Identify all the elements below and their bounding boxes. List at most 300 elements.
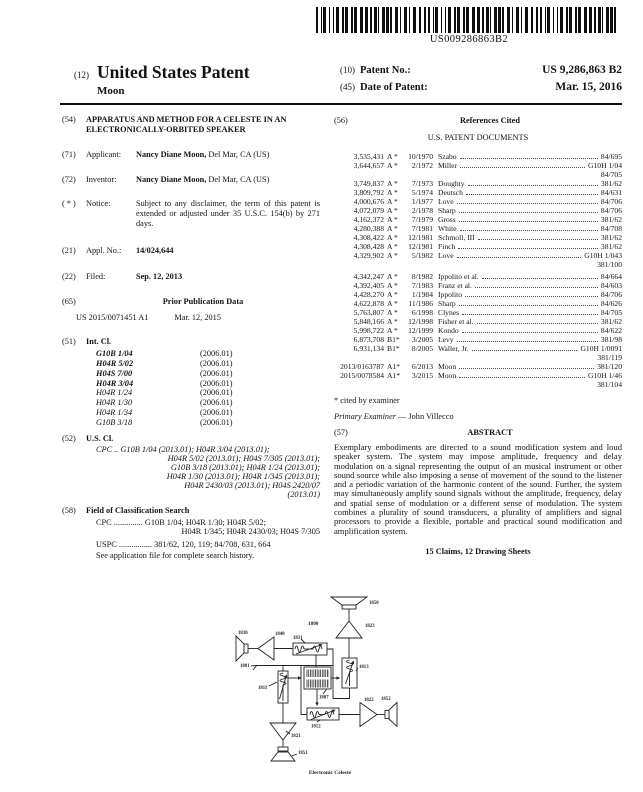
ref-number: 4,622,878 <box>353 299 384 309</box>
prior-publication-line <box>76 313 320 323</box>
ref-name: Ippolito et al. <box>438 272 479 282</box>
ref-row <box>334 215 622 224</box>
filed-line <box>86 272 320 282</box>
cpc-line: G10B 3/18 (2013.01); H04R 1/24 (2013.01); <box>170 463 320 473</box>
ref-class: 84/664 <box>600 272 622 282</box>
appl-no-value: 14/024,644 <box>136 246 174 256</box>
ref-dotted-leader <box>478 238 598 240</box>
ref-date: 12/1981 <box>408 233 433 243</box>
publication-date: Mar. 12, 2015 <box>174 312 221 322</box>
ref-date: 2/1972 <box>411 161 433 171</box>
ref-date: 1/1977 <box>411 197 433 207</box>
inid-code-22: (22) <box>62 271 76 281</box>
cpc-block <box>96 445 320 499</box>
applicant-rest: Del Mar, CA (US) <box>206 150 270 160</box>
ref-kind: A * <box>387 215 398 225</box>
ref-row <box>334 170 622 179</box>
intcl-year: (2006.01) <box>200 398 233 408</box>
ref-name: Gross <box>438 215 456 225</box>
inid-code-51: (51) <box>62 336 76 346</box>
ref-numeral-1840: 1840 <box>275 632 285 637</box>
ref-row <box>334 206 622 215</box>
ref-numeral-1851: 1851 <box>298 751 308 756</box>
barcode <box>316 7 622 47</box>
ref-kind: A * <box>387 233 398 243</box>
filed-label: Filed: <box>86 271 106 281</box>
inventor-name: Nancy Diane Moon, <box>136 174 207 184</box>
right-column <box>334 112 622 557</box>
ref-row <box>334 281 622 290</box>
ref-numeral-1852: 1852 <box>381 697 391 702</box>
ref-class-continuation: 381/100 <box>597 260 622 270</box>
field-cpc-line: CPC .............. G10B 1/04; H04R 1/30; H04R 5/02; <box>96 517 266 527</box>
abstract-section <box>334 428 622 438</box>
inid-code-71: (71) <box>62 150 76 160</box>
ref-date: 6/1998 <box>411 308 433 318</box>
ref-number: 2015/0078584 <box>340 371 384 381</box>
ref-class-continuation: 381/119 <box>597 353 622 363</box>
ref-name: Doughty <box>438 179 465 189</box>
inid-code-65: (65) <box>62 297 76 307</box>
barcode-bar <box>614 7 616 33</box>
ref-number: 4,428,270 <box>353 290 384 300</box>
intcl-class: H04R 3/04 <box>96 378 134 388</box>
patent-number-row <box>340 64 622 76</box>
cited-by-examiner-note: * cited by examiner <box>334 396 400 406</box>
ref-kind: A * <box>387 206 398 216</box>
ref-number: 4,392,405 <box>353 281 384 291</box>
field-of-search-section <box>62 506 320 516</box>
ref-kind: A * <box>387 161 398 171</box>
ref-number: 2013/0163787 <box>340 362 384 372</box>
cpc-line: CPC .. G10B 1/04 (2013.01); H04R 3/04 (2013.01); <box>96 445 270 455</box>
ref-date: 10/1970 <box>408 152 433 162</box>
inventor-label: Inventor: <box>86 174 117 184</box>
ref-dotted-leader <box>457 202 598 204</box>
ref-kind: A * <box>387 152 398 162</box>
ref-dotted-leader <box>457 340 598 342</box>
us-cl-heading: U.S. Cl. <box>86 433 114 443</box>
inid-code-45: (45) <box>340 82 355 92</box>
intcl-row <box>96 369 320 379</box>
ref-name: Schmoll, III <box>438 233 475 243</box>
ref-dotted-leader <box>459 220 598 222</box>
ref-dotted-leader <box>482 277 598 279</box>
speaker-icon-1830 <box>236 636 248 661</box>
notice-section <box>62 199 320 228</box>
cpc-line: (2013.01) <box>287 490 320 500</box>
patent-no-label: Patent No.: <box>360 65 411 76</box>
ref-row <box>334 344 622 353</box>
ref-class: 84/706 <box>600 197 622 207</box>
primary-examiner-line <box>334 412 622 422</box>
ref-kind: B1* <box>387 335 400 345</box>
ref-row <box>334 317 622 326</box>
ref-numeral-1800: 1800 <box>308 621 319 627</box>
ref-kind: A * <box>387 326 398 336</box>
ref-class-continuation: 84/705 <box>600 170 622 180</box>
ref-dotted-leader <box>459 367 594 369</box>
ref-dotted-leader <box>460 166 585 168</box>
ref-number: 4,000,676 <box>353 197 384 207</box>
application-number-section <box>62 246 320 256</box>
ref-class: 84/706 <box>600 290 622 300</box>
ref-date: 7/1979 <box>411 215 433 225</box>
ref-name: Love <box>438 197 454 207</box>
ref-date: 12/1999 <box>408 326 433 336</box>
leader-line <box>269 682 277 686</box>
invention-title: APPARATUS AND METHOD FOR A CELESTE IN AN ELECTRONICALLY-ORBITED SPEAKER <box>86 115 287 134</box>
primary-examiner-label: Primary Examiner <box>334 411 396 421</box>
ref-numeral-1822: 1822 <box>364 698 374 703</box>
figure-electronic-celeste <box>225 594 415 790</box>
amplifier-icon-1840 <box>258 637 274 660</box>
ref-date: 5/1974 <box>411 188 433 198</box>
ref-number: 6,931,134 <box>353 344 384 354</box>
field-cpc-line: H04R 1/345; H04R 2430/03; H04S 7/305 <box>181 526 320 536</box>
intcl-table <box>96 349 320 427</box>
applicant-name: Nancy Diane Moon, <box>136 150 207 160</box>
patent-no-value: US 9,286,863 B2 <box>542 64 622 76</box>
ref-dotted-leader <box>465 295 598 297</box>
notice-line <box>86 199 320 228</box>
uspc-line: USPC ................ 381/62, 120, 119; 84/708, 631, 664 <box>96 540 271 550</box>
ref-dotted-leader <box>462 331 598 333</box>
ref-name: Love <box>438 251 454 261</box>
ref-dotted-leader <box>459 211 598 213</box>
ref-kind: A * <box>387 242 398 252</box>
ref-number: 5,848,166 <box>353 317 384 327</box>
ref-class: 84/708 <box>600 224 622 234</box>
ref-kind: A * <box>387 197 398 207</box>
notice-label: Notice: <box>86 199 111 209</box>
search-history-note: See application file for complete search history. <box>96 551 255 561</box>
filed-section <box>62 272 320 282</box>
figure-caption: Electronic Celeste <box>308 770 352 776</box>
intcl-class: H04R 1/24 <box>96 388 133 398</box>
ref-row <box>334 233 622 242</box>
ref-kind: A * <box>387 308 398 318</box>
us-patent-documents-heading: U.S. PATENT DOCUMENTS <box>427 132 529 142</box>
prior-publication-section <box>62 297 320 307</box>
ref-name: Clynes <box>438 308 460 318</box>
intcl-row <box>96 398 320 408</box>
inventor-rest: Del Mar, CA (US) <box>206 174 270 184</box>
references-cited-section <box>334 116 622 126</box>
ref-class: 84/706 <box>600 206 622 216</box>
processor-box-1807 <box>304 667 331 689</box>
filed-date: Sep. 12, 2013 <box>136 271 183 281</box>
speaker-icon-1852 <box>385 703 397 727</box>
ref-class: 381/62 <box>600 179 622 189</box>
ref-number: 4,308,428 <box>353 242 384 252</box>
ref-numeral-1830: 1830 <box>238 631 248 636</box>
intcl-year: (2006.01) <box>200 417 233 427</box>
intcl-row <box>96 418 320 428</box>
ref-kind: A * <box>387 290 398 300</box>
applicant-label: Applicant: <box>86 150 122 160</box>
ref-kind: A * <box>387 299 398 309</box>
ref-number: 4,072,079 <box>353 206 384 216</box>
ref-class: 381/62 <box>600 242 622 252</box>
ref-class: 381/62 <box>600 233 622 243</box>
ref-numeral-1821: 1821 <box>291 734 301 739</box>
inventor-line <box>86 175 320 185</box>
field-of-search-heading: Field of Classification Search <box>86 506 190 516</box>
ref-dotted-leader <box>459 304 598 306</box>
ref-dotted-leader <box>475 286 598 288</box>
header-left <box>74 62 250 83</box>
ref-class: 84/695 <box>600 152 622 162</box>
ref-name: Fisher et al. <box>438 317 474 327</box>
abstract-heading: ABSTRACT <box>467 428 513 438</box>
inid-code-72: (72) <box>62 174 76 184</box>
ref-date: 2/1978 <box>411 206 433 216</box>
inid-code-54: (54) <box>62 115 76 124</box>
leader-line <box>251 666 256 667</box>
ref-row <box>334 188 622 197</box>
attenuator-box-1813 <box>342 658 357 688</box>
ref-number: 4,280,388 <box>353 224 384 234</box>
intcl-class: G10B 1/04 <box>96 349 133 359</box>
ref-date: 11/1986 <box>408 299 433 309</box>
ref-class: 84/603 <box>600 281 622 291</box>
ref-row <box>334 260 622 269</box>
ref-date: 8/1982 <box>411 272 433 282</box>
ref-row <box>334 362 622 371</box>
intcl-row <box>96 388 320 398</box>
ref-dotted-leader <box>466 193 598 195</box>
ref-name: Finch <box>438 242 456 252</box>
ref-kind: B1* <box>387 344 400 354</box>
inid-code-52: (52) <box>62 433 76 443</box>
ref-kind: A * <box>387 281 398 291</box>
ref-numeral-1823: 1823 <box>365 624 375 629</box>
ref-date: 6/2013 <box>411 362 433 372</box>
intcl-year: (2006.01) <box>200 407 233 417</box>
ref-numeral-1831: 1831 <box>293 636 303 641</box>
united-states-patent-heading: United States Patent <box>97 62 250 82</box>
cpc-line: H04R 5/02 (2013.01); H04S 7/305 (2013.01); <box>167 454 320 464</box>
attenuator-box-1811 <box>278 671 288 703</box>
inid-code-12: (12) <box>74 70 89 80</box>
ref-numeral-1801: 1801 <box>240 664 250 669</box>
intcl-year: (2006.01) <box>200 378 233 388</box>
claims-drawing-sheets-line: 15 Claims, 12 Drawing Sheets <box>425 546 531 556</box>
attenuator-box-1831 <box>293 643 327 655</box>
ref-row <box>334 272 622 281</box>
ref-date: 7/1973 <box>411 179 433 189</box>
leader-line <box>292 754 297 756</box>
ref-number: 3,809,792 <box>353 188 384 198</box>
applicant-line <box>86 150 320 160</box>
appl-no-label: Appl. No.: <box>86 246 122 256</box>
intcl-class: H04R 5/02 <box>96 358 134 368</box>
inid-code-56: (56) <box>334 116 348 125</box>
ref-numeral-1811: 1811 <box>258 686 268 691</box>
ref-dotted-leader <box>460 229 598 231</box>
ref-name: Moon <box>438 362 457 372</box>
ref-kind: A * <box>387 179 398 189</box>
intcl-class: H04R 1/30 <box>96 398 133 408</box>
ref-kind: A1* <box>387 371 401 381</box>
ref-name: Deutsch <box>438 188 463 198</box>
leader-line <box>323 690 327 695</box>
barcode-bars <box>316 7 622 33</box>
notice-text: Subject to any disclaimer, the term of this patent is extended or adjusted under 35 U.S.C. 154(b) by 271 days. <box>136 199 320 228</box>
prior-publication-heading: Prior Publication Data <box>162 297 244 307</box>
ref-kind: A * <box>387 188 398 198</box>
ref-row <box>334 326 622 335</box>
cpc-line: H04R 2430/03 (2013.01); H04S 2420/07 <box>184 481 320 491</box>
ref-row <box>334 308 622 317</box>
ref-number: 5,998,722 <box>353 326 384 336</box>
speaker-icon-1850 <box>331 597 367 609</box>
ref-numeral-1850: 1850 <box>369 601 379 606</box>
ref-kind: A * <box>387 317 398 327</box>
ref-class: 381/98 <box>600 335 622 345</box>
ref-name: Waller, Jr. <box>438 344 469 354</box>
intcl-row <box>96 349 320 359</box>
intcl-row <box>96 379 320 389</box>
field-cpc-block <box>96 518 320 536</box>
ref-class: 381/120 <box>597 362 622 372</box>
ref-name: Kondo <box>438 326 459 336</box>
ref-dotted-leader <box>472 349 578 351</box>
ref-row <box>334 197 622 206</box>
ref-numeral-1812: 1812 <box>311 724 321 730</box>
ref-name: Szabo <box>438 152 457 162</box>
publication-number: US 2015/0071451 A1 <box>76 312 149 322</box>
ref-kind: A1* <box>387 362 401 372</box>
application-number-line <box>86 246 320 256</box>
intcl-class: H04S 7/00 <box>96 368 133 378</box>
inid-code-star: ( * ) <box>62 199 76 209</box>
ref-date: 12/1981 <box>408 242 433 252</box>
attenuator-box-1812 <box>307 708 339 720</box>
ref-class: 84/705 <box>600 308 622 318</box>
references-cited-heading: References Cited <box>460 116 520 125</box>
circuit-diagram <box>225 594 415 790</box>
inid-code-58: (58) <box>62 506 76 516</box>
ref-kind: A * <box>387 272 398 282</box>
ref-row <box>334 152 622 161</box>
ref-dotted-leader <box>462 313 598 315</box>
intcl-year: (2006.01) <box>200 358 233 368</box>
date-of-patent-value: Mar. 15, 2016 <box>555 81 622 93</box>
ref-numeral-1807: 1807 <box>319 695 329 701</box>
ref-dotted-leader <box>457 256 582 258</box>
primary-examiner-name: — John Villecco <box>395 411 454 421</box>
ref-row <box>334 299 622 308</box>
ref-number: 3,749,837 <box>353 179 384 189</box>
int-cl-heading: Int. Cl. <box>86 336 112 346</box>
ref-number: 4,329,902 <box>353 251 384 261</box>
intcl-row <box>96 408 320 418</box>
ref-name: White <box>438 224 457 234</box>
cpc-line: H04R 1/30 (2013.01); H04R 1/345 (2013.01); <box>166 472 320 482</box>
ref-row <box>334 161 622 170</box>
ref-name: Levy <box>438 335 454 345</box>
speaker-icon-1851 <box>271 747 295 761</box>
ref-date: 3/2015 <box>411 371 433 381</box>
barcode-text: US009286863B2 <box>429 34 509 45</box>
ref-class: G10H 1/04 <box>588 161 622 171</box>
ref-row <box>334 290 622 299</box>
ref-dotted-leader <box>460 157 598 159</box>
ref-date: 7/1981 <box>411 224 433 234</box>
ref-row <box>334 371 622 380</box>
ref-class-continuation: 381/104 <box>597 380 622 390</box>
intcl-year: (2006.01) <box>200 368 233 378</box>
ref-name: Sharp <box>438 206 456 216</box>
ref-date: 3/2005 <box>411 335 433 345</box>
inid-code-57: (57) <box>334 428 348 438</box>
ref-kind: A * <box>387 251 398 261</box>
ref-kind: A * <box>387 224 398 234</box>
header-rule <box>60 103 622 105</box>
left-column <box>62 112 320 561</box>
ref-class: G10H 1/46 <box>588 371 622 381</box>
ref-dotted-leader <box>477 322 598 324</box>
ref-name: Franz et al. <box>438 281 472 291</box>
ref-date: 8/2005 <box>411 344 433 354</box>
intcl-class: G10B 3/18 <box>96 417 133 427</box>
ref-number: 3,535,431 <box>353 152 384 162</box>
ref-number: 5,763,807 <box>353 308 384 318</box>
date-of-patent-label: Date of Patent: <box>360 82 428 93</box>
intcl-class: H04R 1/34 <box>96 407 133 417</box>
ref-class: 84/622 <box>600 326 622 336</box>
ref-name: Sharp <box>438 299 456 309</box>
ref-dotted-leader <box>458 247 598 249</box>
ref-dotted-leader <box>459 376 585 378</box>
ref-row <box>334 380 622 389</box>
ref-class: 84/626 <box>600 299 622 309</box>
amplifier-icon-1823 <box>336 621 362 638</box>
title-section <box>62 115 320 134</box>
ref-class: 84/631 <box>600 188 622 198</box>
intcl-year: (2006.01) <box>200 349 233 359</box>
inventor-section <box>62 175 320 185</box>
refs-table <box>334 152 622 389</box>
ref-date: 12/1998 <box>408 317 433 327</box>
inid-code-10: (10) <box>340 65 355 75</box>
ref-number: 4,162,372 <box>353 215 384 225</box>
ref-row <box>334 224 622 233</box>
intcl-year: (2006.01) <box>200 388 233 398</box>
ref-number: 4,342,247 <box>353 272 384 282</box>
us-cl-section <box>62 434 320 444</box>
ref-name: Miller <box>438 161 457 171</box>
inventor-surname: Moon <box>97 85 125 97</box>
ref-row <box>334 242 622 251</box>
intcl-row <box>96 359 320 369</box>
ref-class: G10H 1/043 <box>584 251 622 261</box>
date-of-patent-row <box>340 81 622 93</box>
ref-row <box>334 353 622 362</box>
ref-class: 381/62 <box>600 317 622 327</box>
ref-dotted-leader <box>468 184 598 186</box>
ref-class: 381/62 <box>600 215 622 225</box>
ref-row <box>334 251 622 260</box>
ref-number: 4,308,422 <box>353 233 384 243</box>
abstract-text: Exemplary embodiments are directed to a sound modification system and loud speaker system. The system may impose amplitude, frequency and delay modulation on a signal representing the output of an musical instrument or other sound source while also imposing a sense of movement of the sound to the listener and a periodic variation of the harmonic content of the sound. Further, the system may simultaneously amplify sound signals without the amplitude, frequency, delay and spatial sense of modulation or a different sense of modulation. The system combines a plurality of sound transducers, a plurality of amplifiers and signal processors to provide a flexible, portable and practical sound modification and amplification system. <box>334 441 622 536</box>
ref-class: G10H 1/0091 <box>580 344 622 354</box>
amplifier-icon-1822 <box>360 703 377 727</box>
ref-row <box>334 179 622 188</box>
ref-row <box>334 335 622 344</box>
